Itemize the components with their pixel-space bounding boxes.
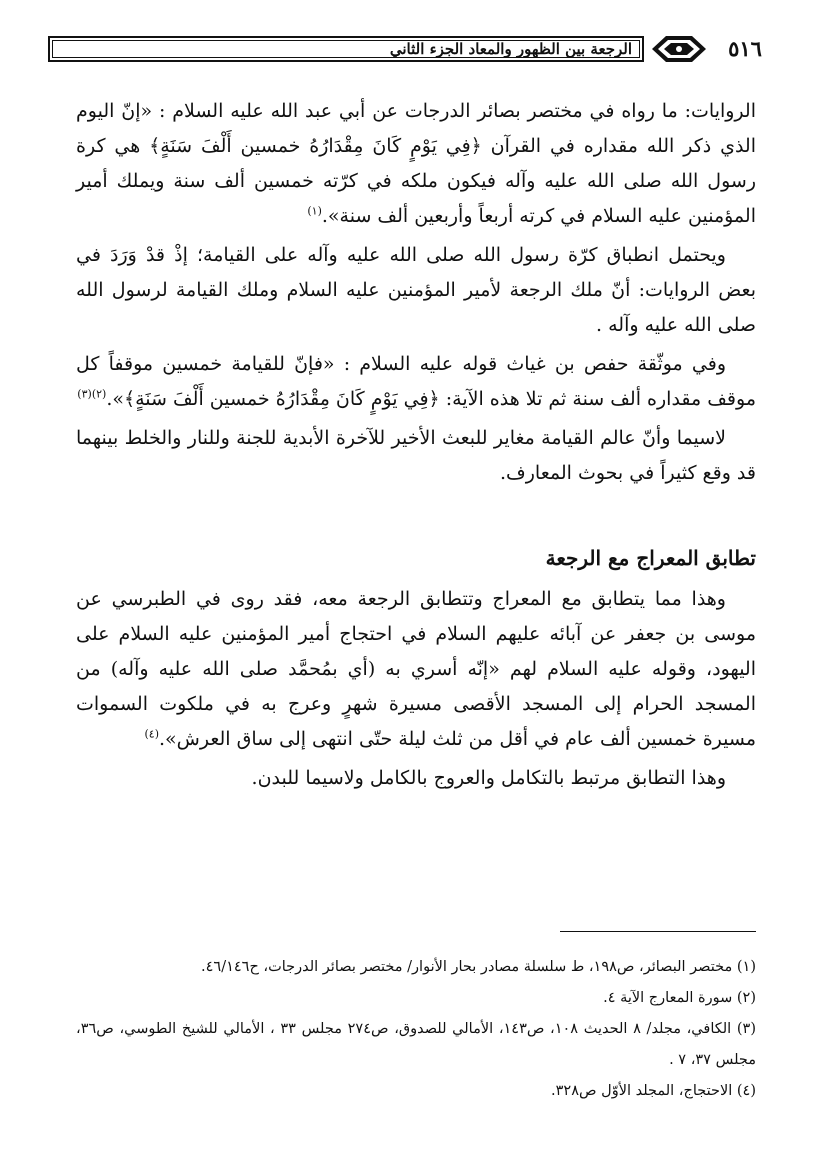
header-title: الرجعة بين الظهور والمعاد الجزء الثاني: [389, 40, 632, 58]
main-text: [76, 94, 756, 800]
footnotes: [76, 952, 756, 1107]
footnote: (٣) الكافي، مجلد/ ٨ الحديث ١٠٨، ص١٤٣، الأمالي للصدوق، ص٢٧٤ مجلس ٣٣ ، الأمالي للشيخ الطوسي، ص٣٦، مجلس ٣٧، ٧ .: [76, 1021, 756, 1068]
footnote: (٢) سورة المعارج الآية ٤.: [603, 990, 756, 1006]
paragraph: ويحتمل انطباق كرّة رسول الله صلى الله عليه وآله على القيامة؛ إذْ قدْ وَرَدَ في بعض الروايات: أنّ ملك الرجعة لأمير المؤمنين عليه السلام وملك القيامة لرسول الله صلى الله عليه وآله .: [76, 244, 756, 336]
paragraph: وهذا مما يتطابق مع المعراج وتتطابق الرجعة معه، فقد روى في الطبرسي عن موسى بن جعفر عن آبائه عليهم السلام في احتجاج أمير المؤمنين عليه السلام على اليهود، وقوله عليه السلام لهم «إنّه أسري به (أي بمُحمَّد صلى الله عليه وآله) من المسجد الحرام إلى المسجد الأقصى مسيرة شهرٍ وعرج به في ملكوت السموات مسيرة خمسين ألف عام في أقل من ثلث ليلة حتّى انتهى إلى ساق العرش».$^{(٤)}$: [76, 588, 756, 750]
footnote: (٤) الاحتجاج، المجلد الأوّل ص٣٢٨.: [551, 1083, 756, 1099]
paragraph: وهذا التطابق مرتبط بالتكامل والعروج بالكامل ولاسيما للبدن.: [251, 767, 726, 789]
footnote-ref: (٢): [91, 387, 107, 401]
paragraph: الروايات: ما رواه في مختصر بصائر الدرجات عن أبي عبد الله عليه السلام : «إنّ اليوم الذي ذكر الله مقداره في القرآن ﴿فِي يَوْمٍ كَانَ مِقْدَارُهُ خمسين أَلْفَ سَنَةٍ﴾ هي كرة رسول الله صلى الله عليه وآله فيكون ملكه في كرّته خمسين ألف سنة ويملك أمير المؤمنين عليه السلام في كرته أربعاً وأربعين ألف سنة».$^{(١)}$: [76, 100, 756, 227]
paragraph: وفي موثّقة حفص بن غياث قوله عليه السلام : «فإنّ للقيامة خمسين موقفاً كل موقف مقداره ألف سنة ثم تلا هذه الآية: ﴿فِي يَوْمٍ كَانَ مِقْدَارُهُ خمسين أَلْفَ سَنَةٍ﴾».$^{(٢)(٣)}$: [76, 353, 756, 410]
footnote: (١) مختصر البصائر، ص١٩٨، ط سلسلة مصادر بحار الأنوار/ مختصر بصائر الدرجات، ح٤٦/١٤٦.: [201, 959, 756, 975]
header-title-frame: [48, 36, 644, 62]
footnote-ref: (١): [307, 204, 322, 218]
paragraph: لاسيما وأنّ عالم القيامة مغاير للبعث الأخير للآخرة الأبدية للجنة وللنار والخلط بينهما قد وقع كثيراً في بحوث المعارف.: [76, 427, 756, 484]
page-number: ٥١٦: [728, 36, 762, 61]
footnote-divider: [560, 931, 756, 932]
running-header: [48, 32, 780, 66]
footnote-ref: (٤): [144, 727, 159, 741]
footnote-ref: (٣): [77, 387, 92, 401]
header-ornament-icon: [652, 32, 706, 66]
section-heading: تطابق المعراج مع الرجعة: [545, 546, 756, 570]
